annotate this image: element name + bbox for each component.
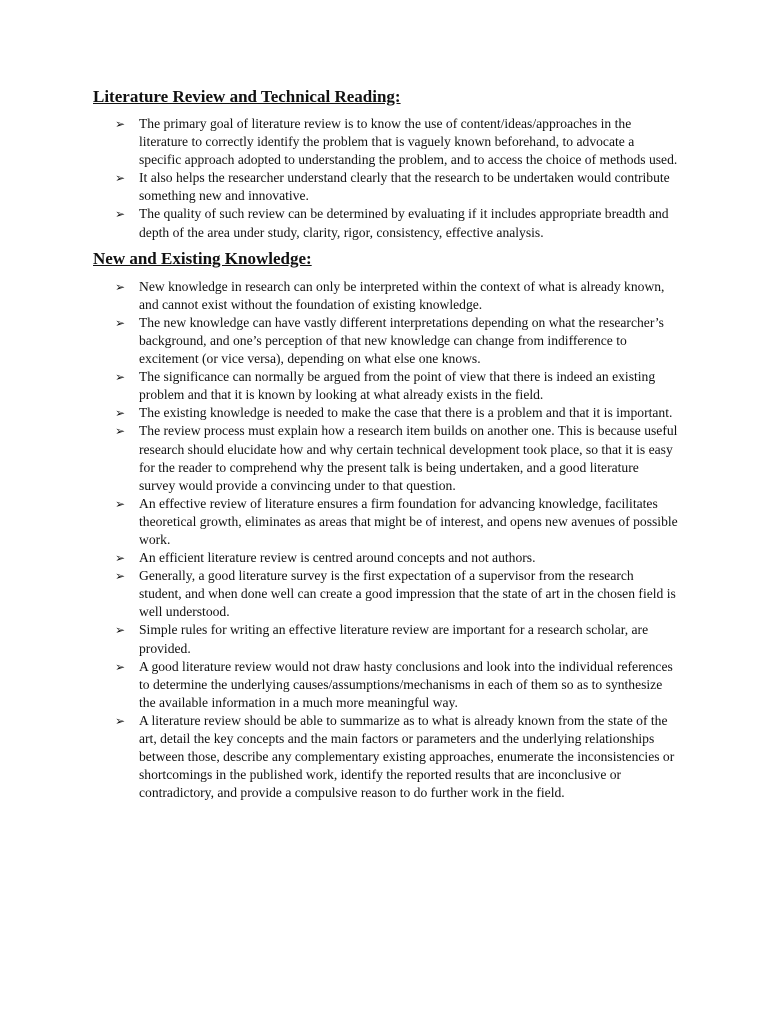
arrowhead-bullet-icon: ➢ [115,117,126,131]
list-item: ➢ Simple rules for writing an effective literature review are important for a research scholar, are provided. [115,622,649,656]
arrowhead-bullet-icon: ➢ [115,370,126,385]
arrowhead-bullet-icon: ➢ [115,406,126,421]
arrowhead-bullet-icon: ➢ [115,623,126,638]
arrowhead-bullet-icon: ➢ [115,713,126,728]
list-item: ➢ The existing knowledge is needed to make the case that there is a problem and that it is important. [139,404,678,422]
list-item: ➢ Generally, a good literature survey is the first expectation of a supervisor from the research student, and when done well can create a good impression that the state of art in the chosen field is well understood. [115,568,676,620]
list-item: ➢ An effective review of literature ensures a firm foundation for advancing knowledge, facilitates theoretical growth, eliminates as areas that might be of interest, and opens new avenues of possible work. [115,495,678,547]
arrowhead-bullet-icon: ➢ [115,424,126,439]
list-item: ➢ An efficient literature review is centred around concepts and not authors. [139,549,678,567]
arrowhead-bullet-icon: ➢ [115,569,126,584]
section-heading-literature-review: Literature Review and Technical Reading: [93,87,401,106]
list-item: ➢ The primary goal of literature review is to know the use of content/ideas/approaches in the literature to correctly identify the problem that is vaguely known beforehand, to advocate a specific approach adopted to understanding the problem, and to access the choice of methods used. [115,116,678,168]
arrowhead-bullet-icon: ➢ [115,315,126,330]
arrowhead-bullet-icon: ➢ [115,551,126,566]
new-existing-knowledge-list [93,278,678,803]
arrowhead-bullet-icon: ➢ [115,207,126,222]
list-item: ➢ New knowledge in research can only be interpreted within the context of what is already known, and cannot exist without the foundation of existing knowledge. [115,278,665,312]
arrowhead-bullet-icon: ➢ [115,171,126,186]
list-item: ➢ The new knowledge can have vastly different interpretations depending on what the researcher’s background, and one’s perception of that new knowledge can change from indifference to excitement (or vice versa), depending on what else one knows. [115,314,664,367]
arrowhead-bullet-icon: ➢ [115,279,126,294]
list-item: ➢ The significance can normally be argued from the point of view that there is indeed an existing problem and that it is known by looking at what already exists in the field. [115,369,656,403]
list-item: ➢ The quality of such review can be determined by evaluating if it includes appropriate breadth and depth of the area under study, clarity, rigor, consistency, effective analysis. [115,206,669,240]
arrowhead-bullet-icon: ➢ [115,659,126,674]
arrowhead-bullet-icon: ➢ [115,496,126,511]
list-item: ➢ The review process must explain how a research item builds on another one. This is because useful research should elucidate how and why certain technical development took place, so that it is easy for the reader to comprehend why the present talk is being undertaken, and a good literature survey would provide a convincing under to that question. [115,423,678,493]
list-item: ➢ A literature review should be able to summarize as to what is already known from the state of the art, detail the key concepts and the main factors or parameters and the underlying relationships between those, describe any complementary existing approaches, enumerate the inconsistencies or shortcomings in the published work, identify the reported results that are inconclusive or contradictory, and provide a compulsive reason to do further work in the field. [115,712,675,801]
section-heading-new-existing-knowledge: New and Existing Knowledge: [93,248,312,268]
list-item: ➢ A good literature review would not draw hasty conclusions and look into the individual references to determine the underlying causes/assumptions/mechanisms in each of them so as to synthesize the available information in a much more meaningful way. [115,658,673,710]
list-item: ➢ It also helps the researcher understand clearly that the research to be undertaken would contribute something new and innovative. [115,170,670,204]
literature-review-list [93,115,678,242]
